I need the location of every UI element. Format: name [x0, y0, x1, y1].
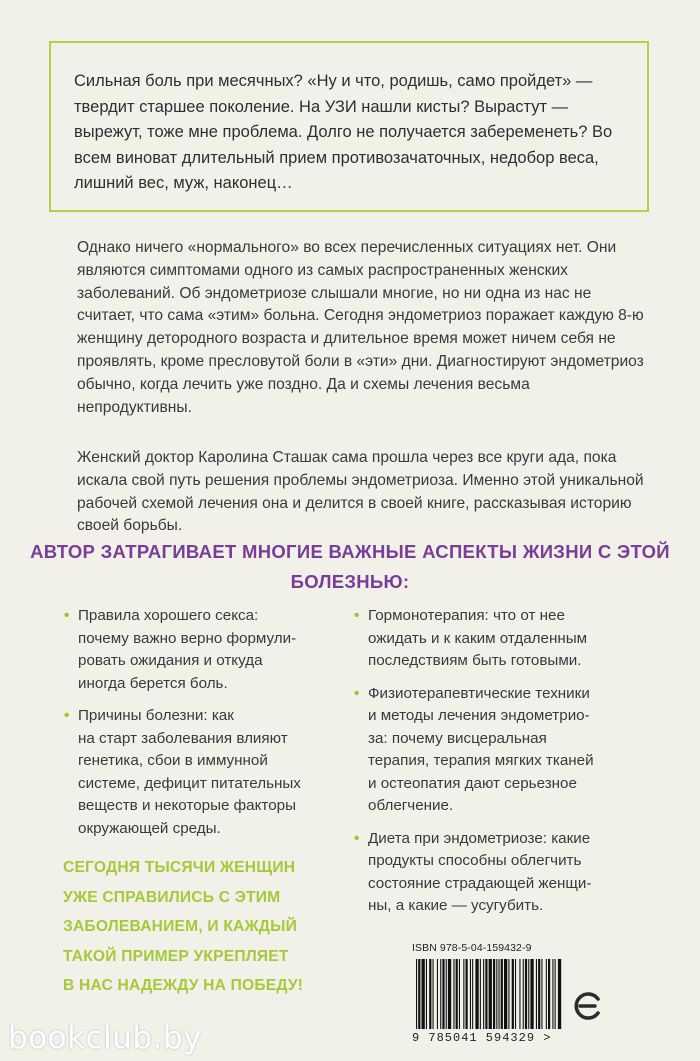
barcode-bar: [433, 959, 434, 1029]
barcode-bar: [418, 959, 420, 1029]
barcode-bar: [501, 959, 503, 1029]
bullet-list-right: [354, 605, 644, 918]
barcode-bar: [480, 959, 481, 1029]
list-item: [354, 828, 644, 918]
section-heading: АВТОР ЗАТРАГИВАЕТ МНОГИЕ ВАЖНЫЕ АСПЕКТЫ ЖИЗНИ С ЭТОЙ БОЛЕЗНЬЮ:: [30, 541, 670, 592]
quote-text: Сильная боль при месячных? «Ну и что, родишь, само пройдет» — твердит старшее поколение. На УЗИ нашли кисты? Вырастут — вырежут, тоже мне проблема. Долго не получается забеременеть? Во всем виноват длительный прием противозачаточных, недобор веса, лишний вес, муж, наконец…: [74, 72, 613, 192]
list-item-text: Гормонотерапия: что от нее ожидать и к каким отдаленным последствиям быть готовыми.: [368, 607, 588, 669]
list-item-text: Правила хорошего секса: почему важно верно формули- ровать ожидания и откуда иногда берется боль.: [78, 607, 297, 692]
barcode-bar: [470, 959, 471, 1029]
barcode-bar: [448, 959, 451, 1029]
barcode-bar: [515, 959, 516, 1029]
barcode-bar: [536, 959, 537, 1029]
barcode-bar: [552, 959, 553, 1029]
list-item: [64, 605, 339, 695]
barcode-bar: [459, 959, 460, 1029]
list-item: [354, 683, 644, 818]
barcode-bar: [489, 959, 492, 1029]
barcode-bar: [538, 959, 540, 1029]
barcode-bar: [525, 959, 527, 1029]
callout-text: СЕГОДНЯ ТЫСЯЧИ ЖЕНЩИН УЖЕ СПРАВИЛИСЬ С ЭТИМ ЗАБОЛЕВАНИЕМ, И КАЖДЫЙ ТАКОЙ ПРИМЕР УКРЕПЛЯЕТ В НАС НАДЕЖДУ НА ПОБЕДУ!: [63, 859, 304, 994]
barcode-bar: [519, 959, 520, 1029]
barcode-bar: [453, 959, 454, 1029]
barcode-bar: [446, 959, 447, 1029]
barcode-bar: [483, 959, 484, 1029]
bullet-icon: •: [354, 684, 360, 702]
barcode-bar: [504, 959, 507, 1029]
isbn-label: ISBN 978-5-04-159432-9: [412, 942, 532, 954]
barcode-bar: [437, 959, 438, 1029]
paragraph-1: Однако ничего «нормального» во всех перечисленных ситуациях нет. Они являются симптомами одного из самых распространенных женских заболеваний. Об эндометриозе слышали многие, но ни одна из нас не считает, что сама «этим» больна. Сегодня эндометриоз поражает каждую 8-ю женщину детородного возраста и длительное время может ничем себя не проявлять, кроме пресловутой боли в «эти» дни. Диагностируют эндометриоз обычно, когда лечить уже поздно. Да и схемы лечения весьма непродуктивны.: [77, 239, 644, 416]
barcode-bar: [472, 959, 473, 1029]
list-item-text: Физиотерапевтические техники и методы лечения эндометрио- за: почему висцеральная терапия, терапия мягких тканей и остеопатия дают серьезное облегчение.: [368, 684, 594, 814]
barcode-bar: [558, 959, 561, 1029]
paragraph-2: Женский доктор Каролина Сташак сама прошла через все круги ада, пока искала свой путь решения проблемы эндометриоза. Именно этой уникальной рабочей схемой лечения она и делится в своей книге, рассказывая историю своей борьбы.: [77, 449, 644, 535]
barcode-bar: [426, 959, 427, 1029]
list-item-text: Причины болезни: как на старт заболевания влияют генетика, сбои в иммунной системе, дефицит питательных веществ и некоторые факторы окружающей среды.: [78, 707, 301, 837]
barcode-bar: [499, 959, 500, 1029]
eksmo-logo-icon: [572, 990, 604, 1022]
barcode-bar: [466, 959, 468, 1029]
list-item-text: Диета при эндометриозе: какие продукты способны облегчить состояние страдающей женщи- ны, а какие — усугубить.: [368, 829, 592, 914]
barcode-bar: [416, 959, 417, 1029]
barcode-bar: [496, 959, 497, 1029]
barcode-number: 9 785041 594329 >: [412, 1031, 552, 1045]
barcode-bar: [512, 959, 514, 1029]
barcode-bar: [508, 959, 509, 1029]
barcode-bar: [485, 959, 487, 1029]
bullet-icon: •: [64, 607, 70, 624]
barcode-bar: [546, 959, 547, 1029]
barcode-bar: [429, 959, 431, 1029]
barcode-icon: [412, 959, 562, 1031]
barcode-bar: [456, 959, 458, 1029]
barcode-bar: [493, 959, 495, 1029]
quote-box: [49, 41, 649, 212]
barcode-bar: [555, 959, 556, 1029]
barcode-bar: [422, 959, 425, 1029]
list-item: [354, 605, 644, 673]
barcode-bar: [523, 959, 524, 1029]
bullet-icon: •: [354, 829, 360, 847]
barcode-bar: [440, 959, 441, 1029]
barcode-bar: [541, 959, 542, 1029]
bullet-list-left: [64, 605, 339, 840]
barcode-block: [412, 942, 564, 1048]
list-item: [64, 705, 339, 840]
barcode-bar: [528, 959, 529, 1029]
barcode-bar: [548, 959, 550, 1029]
barcode-bar: [463, 959, 464, 1029]
bullet-icon: •: [64, 707, 70, 724]
barcode-bar: [442, 959, 444, 1029]
barcode-bar: [530, 959, 533, 1029]
watermark-text: bookclub.by: [8, 1020, 202, 1056]
bullet-icon: •: [354, 607, 360, 624]
barcode-bar: [475, 959, 478, 1029]
